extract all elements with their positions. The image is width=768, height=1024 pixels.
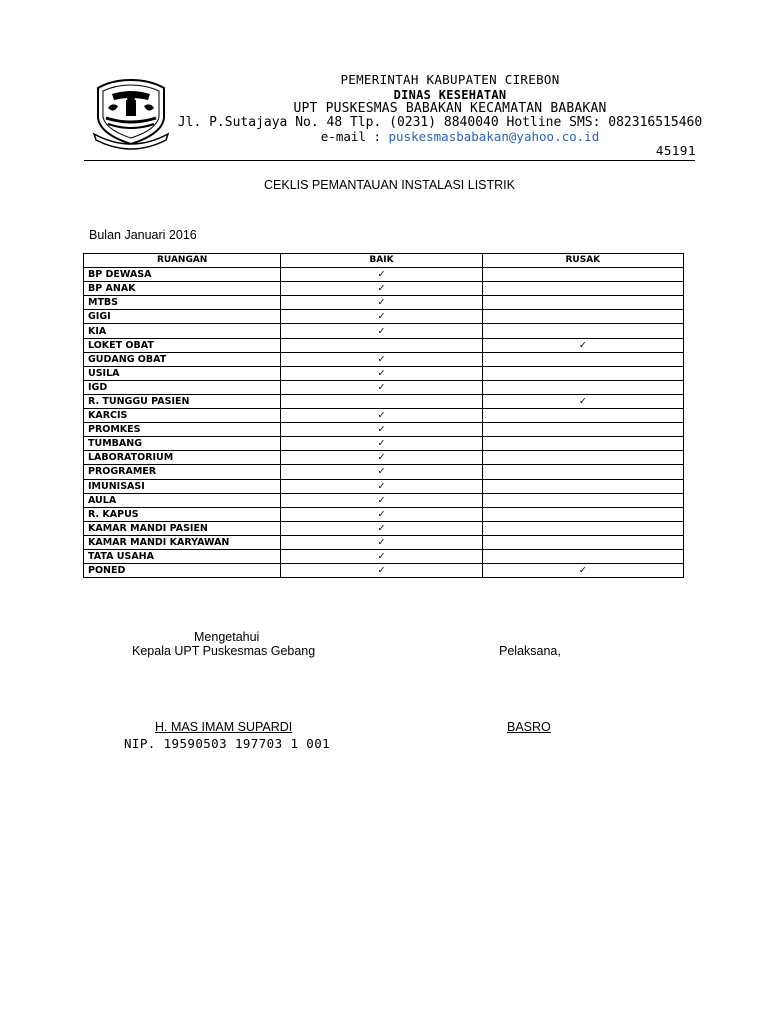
table-row — [84, 479, 684, 493]
baik-check-cell: ✓ — [281, 324, 482, 338]
table-row — [84, 507, 684, 521]
room-name-cell: USILA — [84, 366, 281, 380]
postal-code: 45191 — [655, 143, 696, 158]
rusak-check-cell — [482, 423, 683, 437]
header-baik: BAIK — [281, 254, 482, 268]
rusak-check-cell — [482, 465, 683, 479]
room-name-cell: IGD — [84, 380, 281, 394]
table-row — [84, 282, 684, 296]
letterhead-department: DINAS KESEHATAN — [393, 88, 507, 102]
rusak-check-cell — [482, 352, 683, 366]
table-row — [84, 310, 684, 324]
header-rusak: RUSAK — [482, 254, 683, 268]
baik-check-cell: ✓ — [281, 564, 482, 578]
room-name-cell: R. TUNGGU PASIEN — [84, 394, 281, 408]
room-name-cell: LABORATORIUM — [84, 451, 281, 465]
head-name: H. MAS IMAM SUPARDI — [155, 720, 293, 734]
rusak-check-cell — [482, 437, 683, 451]
baik-check-cell: ✓ — [281, 409, 482, 423]
rusak-check-cell — [482, 282, 683, 296]
table-row — [84, 380, 684, 394]
acknowledged-label: Mengetahui — [194, 630, 260, 644]
table-row — [84, 296, 684, 310]
room-name-cell: MTBS — [84, 296, 281, 310]
rusak-check-cell — [482, 451, 683, 465]
room-name-cell: PROMKES — [84, 423, 281, 437]
header-ruangan: RUANGAN — [84, 254, 281, 268]
baik-check-cell: ✓ — [281, 296, 482, 310]
rusak-check-cell — [482, 296, 683, 310]
executor-label: Pelaksana, — [499, 644, 561, 658]
baik-check-cell: ✓ — [281, 437, 482, 451]
head-title: Kepala UPT Puskesmas Gebang — [132, 644, 316, 658]
table-header-row — [84, 254, 684, 268]
table-row — [84, 423, 684, 437]
rusak-check-cell — [482, 535, 683, 549]
letterhead-email-line — [180, 129, 740, 144]
rusak-check-cell — [482, 310, 683, 324]
room-name-cell: AULA — [84, 493, 281, 507]
table-row — [84, 268, 684, 282]
baik-check-cell: ✓ — [281, 535, 482, 549]
email-label: e-mail : — [320, 129, 389, 144]
room-name-cell: BP ANAK — [84, 282, 281, 296]
baik-check-cell: ✓ — [281, 268, 482, 282]
table-row — [84, 366, 684, 380]
room-name-cell: LOKET OBAT — [84, 338, 281, 352]
room-name-cell: KAMAR MANDI PASIEN — [84, 521, 281, 535]
room-name-cell: PONED — [84, 564, 281, 578]
baik-check-cell: ✓ — [281, 366, 482, 380]
head-nip: NIP. 19590503 197703 1 001 — [124, 736, 331, 751]
table-row — [84, 535, 684, 549]
table-row — [84, 437, 684, 451]
room-name-cell: KARCIS — [84, 409, 281, 423]
letterhead-unit: UPT PUSKESMAS BABAKAN KECAMATAN BABAKAN — [293, 101, 607, 116]
rusak-check-cell — [482, 268, 683, 282]
rusak-check-cell — [482, 479, 683, 493]
table-row — [84, 409, 684, 423]
baik-check-cell: ✓ — [281, 423, 482, 437]
room-name-cell: IMUNISASI — [84, 479, 281, 493]
letterhead-government: PEMERINTAH KABUPATEN CIREBON — [340, 72, 560, 87]
rusak-check-cell — [482, 409, 683, 423]
rusak-check-cell — [482, 366, 683, 380]
baik-check-cell — [281, 394, 482, 408]
room-name-cell: KIA — [84, 324, 281, 338]
rusak-check-cell — [482, 521, 683, 535]
letterhead-divider — [84, 160, 695, 161]
table-row — [84, 521, 684, 535]
table-row — [84, 324, 684, 338]
room-name-cell: PROGRAMER — [84, 465, 281, 479]
executor-name: BASRO — [507, 720, 551, 734]
baik-check-cell: ✓ — [281, 352, 482, 366]
rusak-check-cell — [482, 493, 683, 507]
rusak-check-cell: ✓ — [482, 394, 683, 408]
baik-check-cell: ✓ — [281, 465, 482, 479]
room-name-cell: KAMAR MANDI KARYAWAN — [84, 535, 281, 549]
letterhead-address: Jl. P.Sutajaya No. 48 Tlp. (0231) 8840040 Hotline SMS: 082316515460 — [177, 115, 703, 130]
document-title: CEKLIS PEMANTAUAN INSTALASI LISTRIK — [264, 178, 515, 192]
baik-check-cell: ✓ — [281, 479, 482, 493]
rusak-check-cell — [482, 549, 683, 563]
email-link[interactable]: puskesmasbabakan@yahoo.co.id — [388, 129, 600, 144]
baik-check-cell: ✓ — [281, 549, 482, 563]
table-row — [84, 549, 684, 563]
baik-check-cell — [281, 338, 482, 352]
rusak-check-cell: ✓ — [482, 338, 683, 352]
baik-check-cell: ✓ — [281, 310, 482, 324]
baik-check-cell: ✓ — [281, 493, 482, 507]
checklist-table — [83, 253, 684, 578]
rusak-check-cell — [482, 324, 683, 338]
table-row — [84, 451, 684, 465]
room-name-cell: TUMBANG — [84, 437, 281, 451]
baik-check-cell: ✓ — [281, 507, 482, 521]
table-row — [84, 338, 684, 352]
table-row — [84, 352, 684, 366]
table-row — [84, 564, 684, 578]
rusak-check-cell — [482, 380, 683, 394]
table-row — [84, 394, 684, 408]
rusak-check-cell — [482, 507, 683, 521]
baik-check-cell: ✓ — [281, 380, 482, 394]
baik-check-cell: ✓ — [281, 451, 482, 465]
room-name-cell: GIGI — [84, 310, 281, 324]
period-label: Bulan Januari 2016 — [89, 228, 197, 242]
baik-check-cell: ✓ — [281, 521, 482, 535]
room-name-cell: BP DEWASA — [84, 268, 281, 282]
room-name-cell: GUDANG OBAT — [84, 352, 281, 366]
room-name-cell: R. KAPUS — [84, 507, 281, 521]
table-row — [84, 465, 684, 479]
table-row — [84, 493, 684, 507]
regency-seal-logo — [92, 74, 170, 150]
baik-check-cell: ✓ — [281, 282, 482, 296]
rusak-check-cell: ✓ — [482, 564, 683, 578]
room-name-cell: TATA USAHA — [84, 549, 281, 563]
